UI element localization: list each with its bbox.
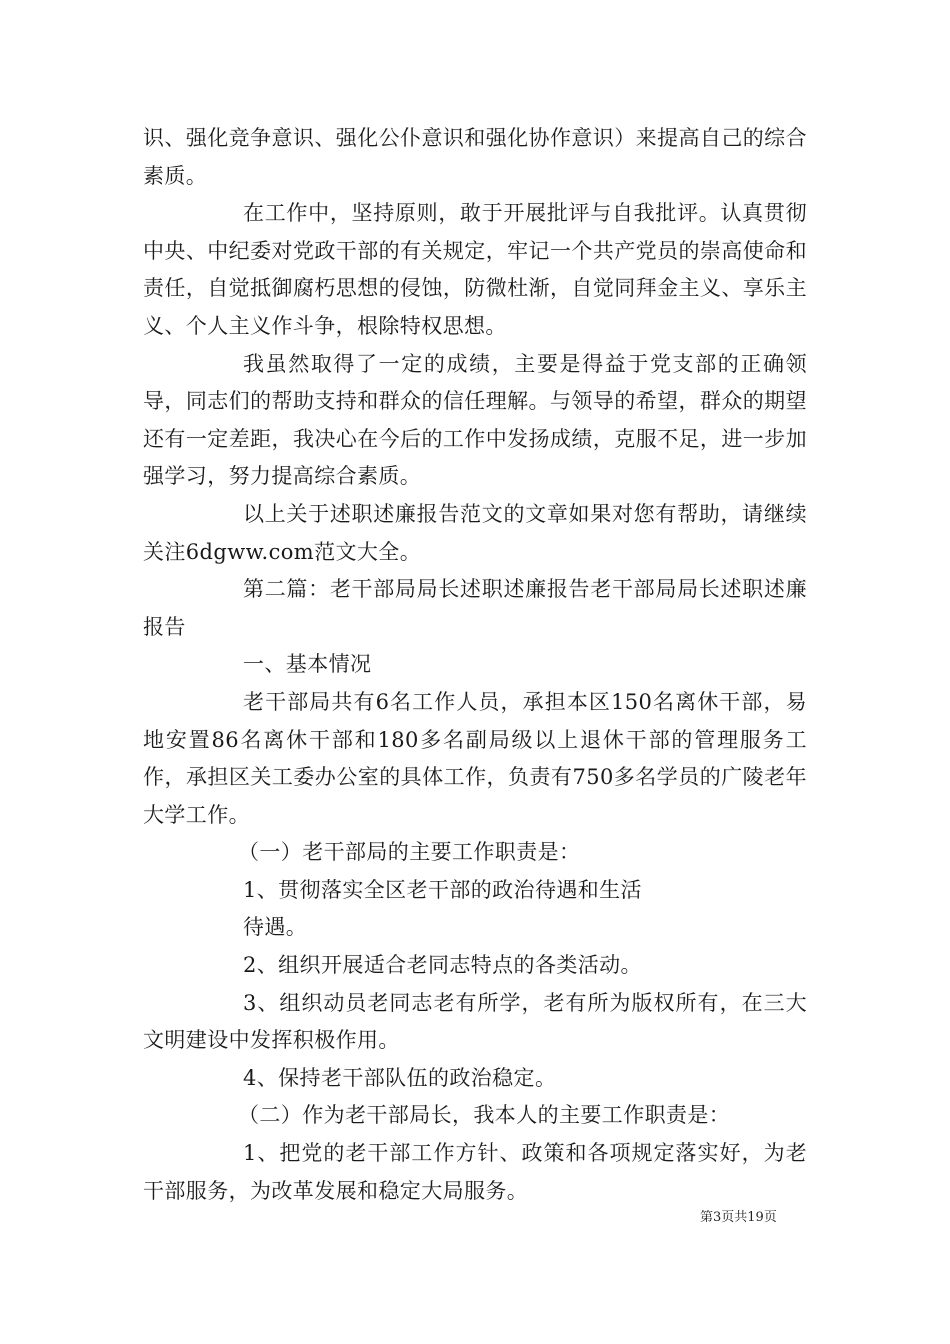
- list-item-duty-3: 3、组织动员老同志老有所学，老有所为版权所有，在三大文明建设中发挥积极作用。: [143, 990, 807, 1053]
- paragraph-continuation: 识、强化竞争意识、强化公仆意识和强化协作意识）来提高自己的综合素质。: [143, 126, 807, 188]
- page-number: 第3页共19页: [700, 1210, 777, 1225]
- list-item-duty-4: 4、保持老干部队伍的政治稳定。: [243, 1065, 557, 1090]
- paragraph-closing-note: 以上关于述职述廉报告范文的文章如果对您有帮助，请继续关注6dgww.com范文大全。: [143, 501, 807, 564]
- heading-bureau-duties: （一）老干部局的主要工作职责是：: [238, 840, 581, 865]
- paragraph-principles: 在工作中，坚持原则，敢于开展批评与自我批评。认真贯彻中央、中纪委对党政干部的有关规定，牢记一个共产党员的崇高使命和责任，自觉抵御腐朽思想的侵蚀，防微杜渐，自觉同拜金主义、享乐主义、个人主义作斗争，根除特权思想。: [143, 201, 807, 338]
- paragraph-achievements: 我虽然取得了一定的成绩，主要是得益于党支部的正确领导，同志们的帮助支持和群众的信任理解。与领导的希望，群众的期望还有一定差距，我决心在今后的工作中发扬成绩，克服不足，进一步加强学习，努力提高综合素质。: [143, 351, 807, 489]
- document-body: [143, 120, 807, 1210]
- heading-director-duties: （二）作为老干部局长，我本人的主要工作职责是：: [238, 1103, 731, 1128]
- paragraph-bureau-overview: 老干部局共有6名工作人员，承担本区150名离休干部，易地安置86名离休干部和180多名副局级以上退休干部的管理服务工作，承担区关工委办公室的具体工作，负责有750多名学员的广陵老年大学工作。: [143, 689, 807, 827]
- section-heading-part-two: 第二篇：老干部局局长述职述廉报告老干部局局长述职述廉报告: [143, 577, 807, 639]
- heading-basic-situation: 一、基本情况: [243, 652, 372, 677]
- list-item-director-duty-1: 1、把党的老干部工作方针、政策和各项规定落实好，为老干部服务，为改革发展和稳定大局服务。: [143, 1141, 807, 1203]
- list-item-duty-1: 1、贯彻落实全区老干部的政治待遇和生活: [243, 877, 642, 902]
- list-item-duty-2: 2、组织开展适合老同志特点的各类活动。: [243, 953, 642, 978]
- list-item-duty-1-continued: 待遇。: [243, 915, 308, 940]
